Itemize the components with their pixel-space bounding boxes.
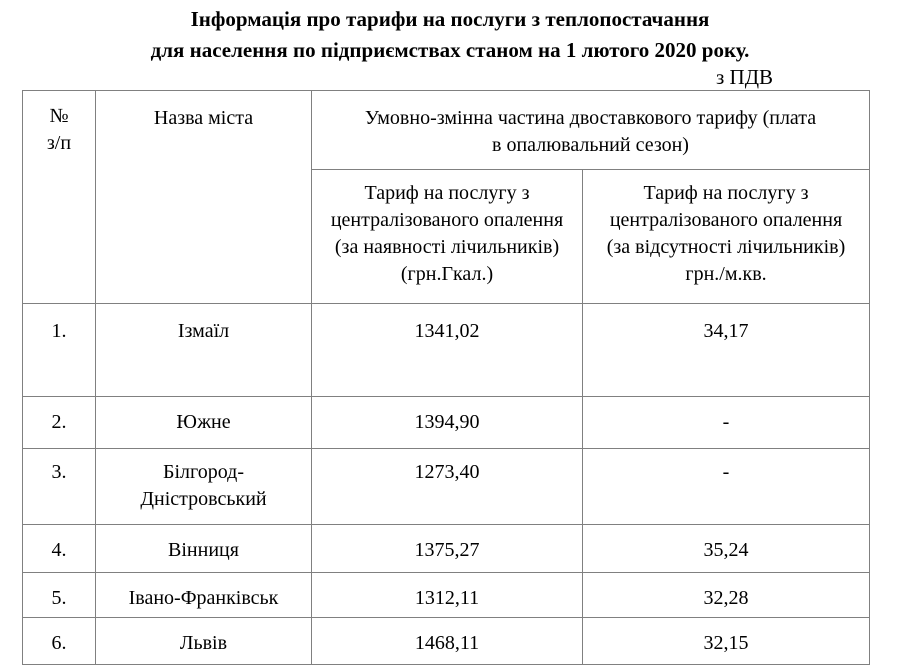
- row-city: Южне: [96, 397, 312, 449]
- title-line-1: Інформація про тарифи на послуги з теплопостачання: [190, 7, 710, 31]
- row-number: 6.: [23, 618, 96, 665]
- row-tariff-meter: 1341,02: [312, 304, 583, 397]
- row-city: Івано-Франківськ: [96, 573, 312, 618]
- row-tariff-meter: 1394,90: [312, 397, 583, 449]
- header-tariff-meter: Тариф на послугу з централізованого опалення (за наявності лічильників) (грн.Гкал.): [312, 170, 583, 304]
- header-tariff-group: Умовно-змінна частина двоставкового тарифу (плата в опалювальний сезон): [312, 91, 870, 170]
- row-number: 2.: [23, 397, 96, 449]
- row-tariff-no-meter: -: [583, 449, 870, 525]
- row-number: 4.: [23, 525, 96, 573]
- header-city: Назва міста: [96, 91, 312, 304]
- table-row: [23, 449, 870, 525]
- row-tariff-no-meter: 32,15: [583, 618, 870, 665]
- row-city: Білгород-Дністровський: [96, 449, 312, 525]
- table-row: [23, 304, 870, 397]
- row-tariff-no-meter: -: [583, 397, 870, 449]
- row-tariff-meter: 1375,27: [312, 525, 583, 573]
- row-city: Львів: [96, 618, 312, 665]
- tariff-table: [22, 90, 870, 665]
- document-title: [0, 4, 900, 66]
- header-row-1: [23, 91, 870, 170]
- row-tariff-meter: 1273,40: [312, 449, 583, 525]
- row-number: 3.: [23, 449, 96, 525]
- row-city: Ізмаїл: [96, 304, 312, 397]
- table-row: [23, 618, 870, 665]
- header-number: № з/п: [23, 91, 96, 304]
- table-row: [23, 573, 870, 618]
- row-tariff-meter: 1312,11: [312, 573, 583, 618]
- row-tariff-meter: 1468,11: [312, 618, 583, 665]
- header-tariff-no-meter: Тариф на послугу з централізованого опалення (за відсутності лічильників) грн./м.кв.: [583, 170, 870, 304]
- row-number: 5.: [23, 573, 96, 618]
- row-tariff-no-meter: 35,24: [583, 525, 870, 573]
- vat-note: з ПДВ: [716, 65, 774, 89]
- row-city: Вінниця: [96, 525, 312, 573]
- table-row: [23, 397, 870, 449]
- row-tariff-no-meter: 32,28: [583, 573, 870, 618]
- row-tariff-no-meter: 34,17: [583, 304, 870, 397]
- table-row: [23, 525, 870, 573]
- title-line-2: для населення по підприємствах станом на 1 лютого 2020 року.: [150, 38, 750, 62]
- row-number: 1.: [23, 304, 96, 397]
